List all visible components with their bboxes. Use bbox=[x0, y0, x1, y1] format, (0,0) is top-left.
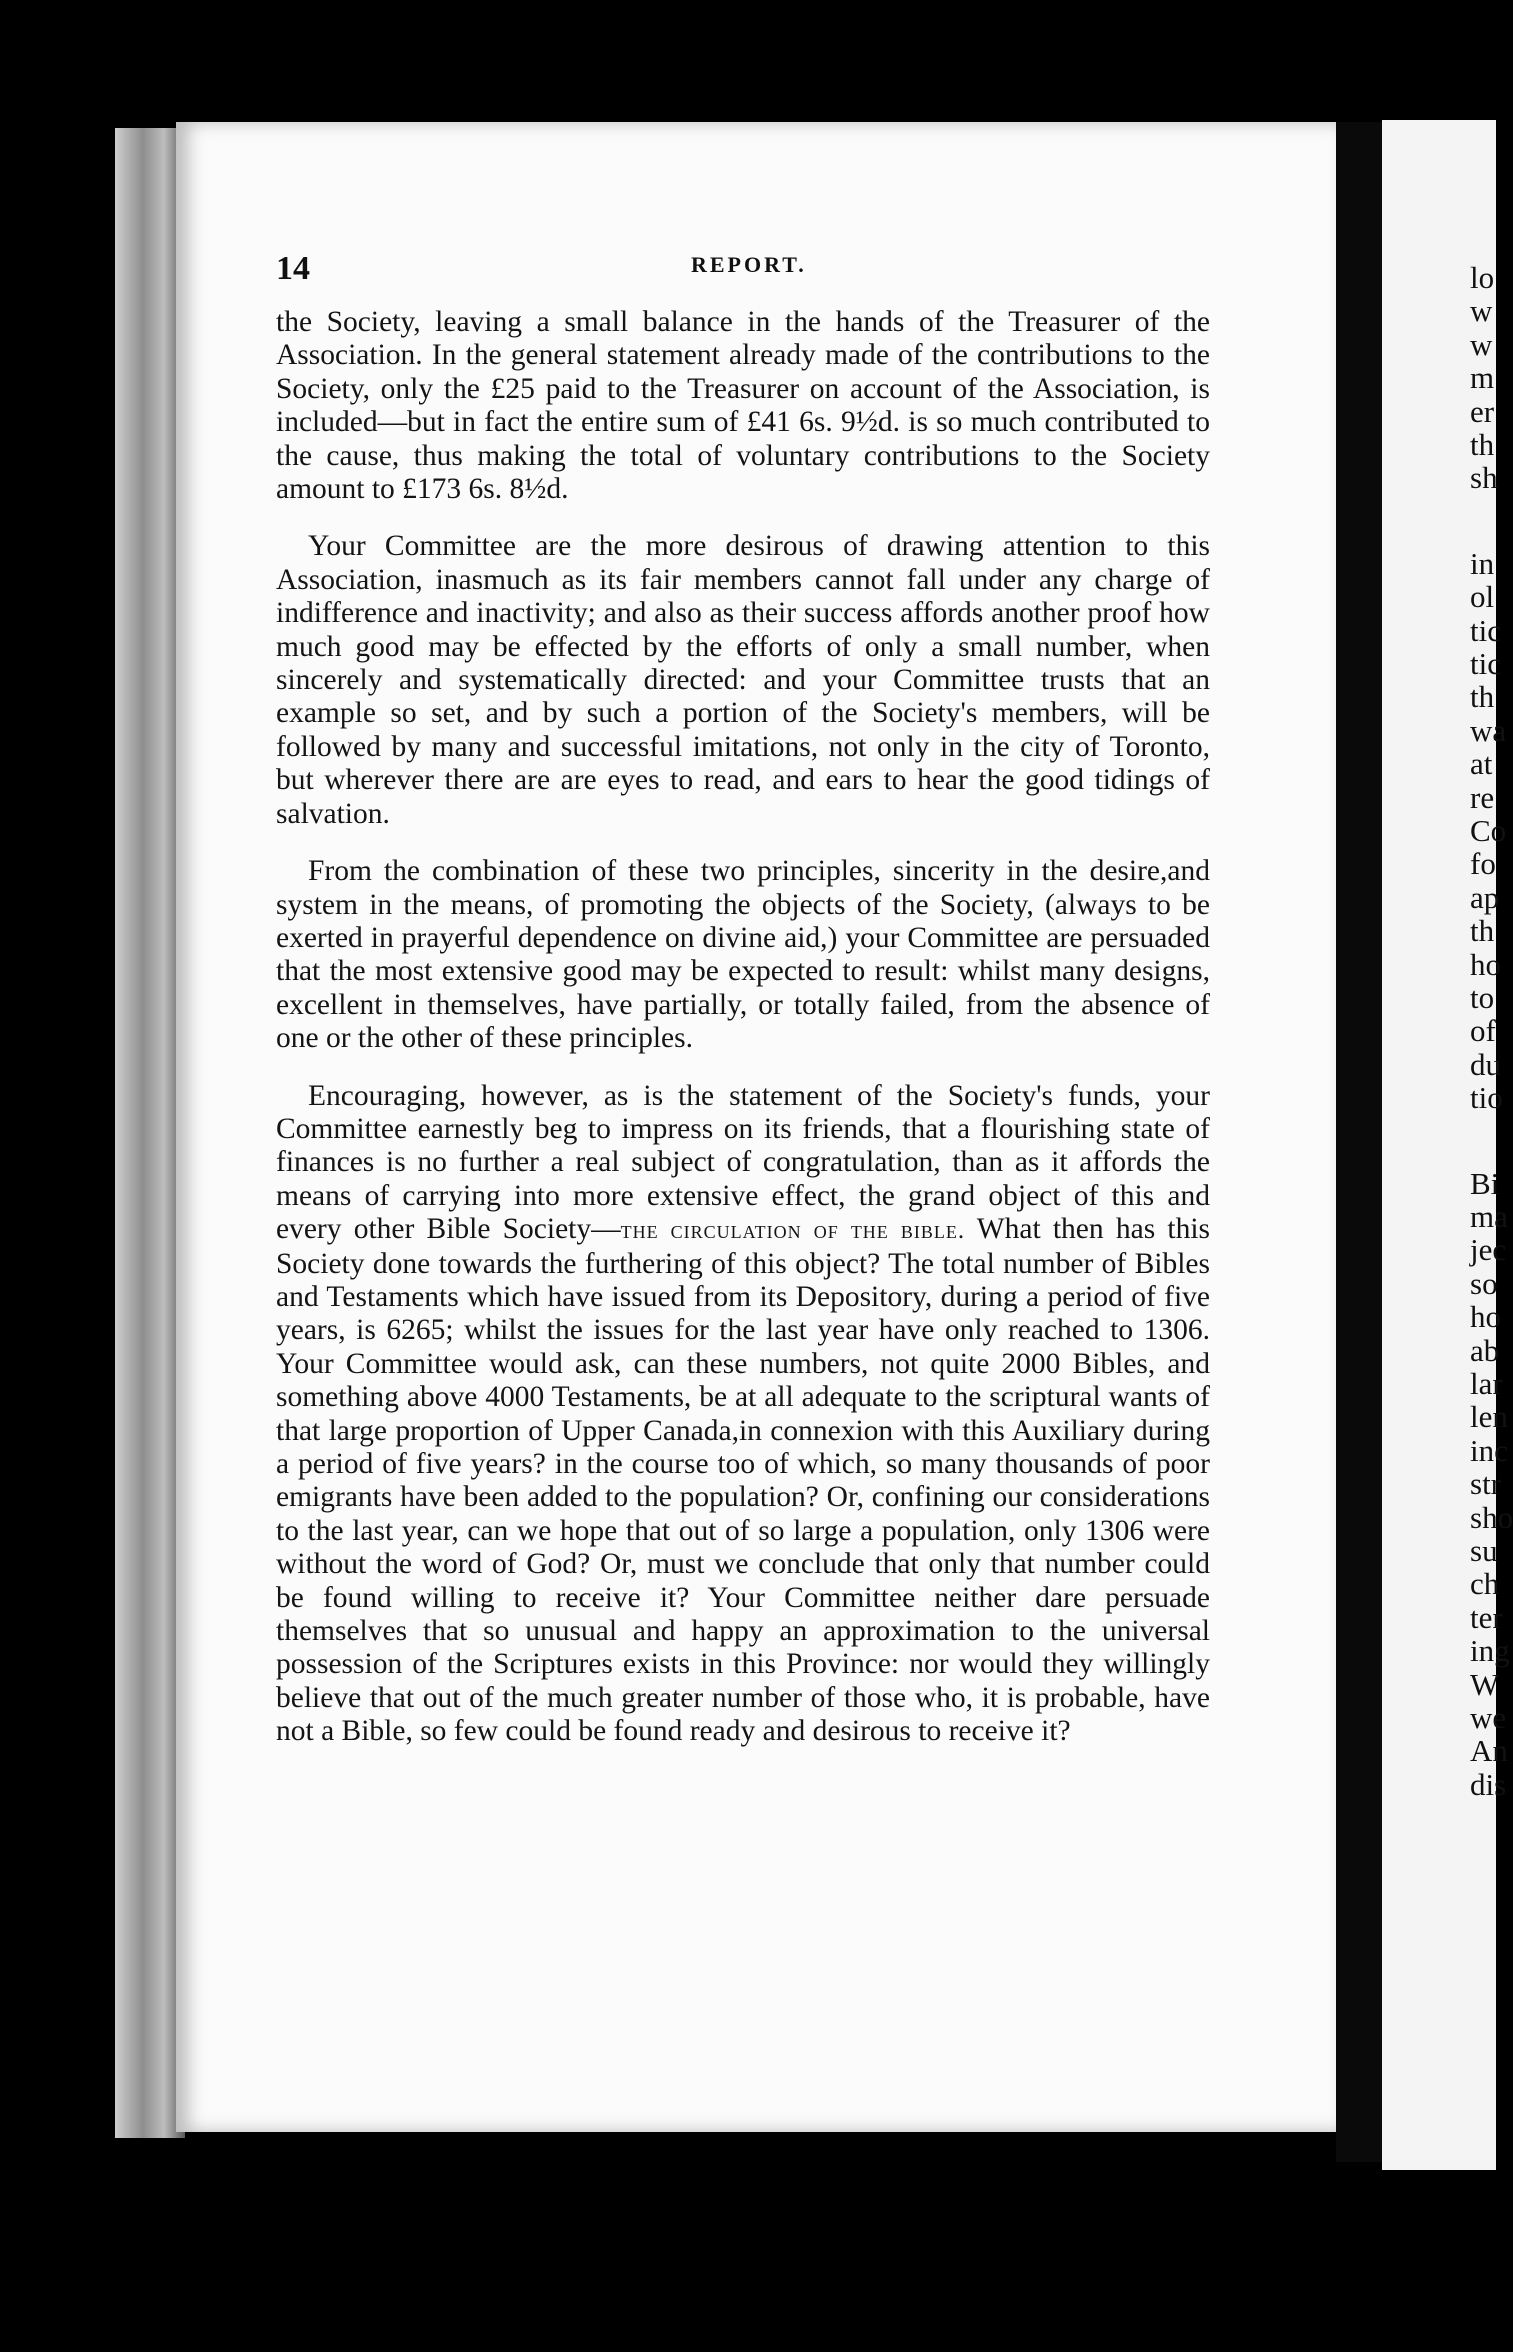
facing-page-fragment: sho bbox=[1470, 1499, 1513, 1535]
facing-page-fragment: ing bbox=[1470, 1633, 1510, 1669]
facing-page-fragment: tic bbox=[1470, 612, 1501, 648]
facing-page-fragment: du bbox=[1470, 1046, 1501, 1082]
facing-page-fragment: tio bbox=[1470, 1080, 1503, 1116]
facing-page-fragment: ho bbox=[1470, 946, 1501, 982]
paragraph-2: Your Committee are the more desirous of drawing attention to this Association, inasmuch as its fair members cannot fall under any charge of indifference and inactivity; and also as their success affords another proof how much good may be effected by the efforts of only a small number, when sincerely and systematically directed: and your Committee trusts that an example so set, and by such a portion of the Society's members, will be followed by many and successful imitations, not only in the city of Toronto, but wherever there are are eyes to read, and ears to hear the good tidings of salvation. bbox=[276, 530, 1210, 830]
facing-page-fragment: sh bbox=[1470, 460, 1498, 496]
page-header bbox=[276, 250, 1216, 290]
facing-page-fragment: th bbox=[1470, 913, 1495, 949]
paragraph-4-text-a: Encouraging, however, as is the statement of the Society's funds, your Committee earnestly beg to impress on its friends, that a flourishing state of finances is no further a real subject of congratulation, than as it affords the means of carrying into more extensive effect, the grand object of this and every other Bible Society— bbox=[276, 1079, 1210, 1246]
body-text bbox=[276, 306, 1210, 1773]
facing-page-fragment: tic bbox=[1470, 646, 1501, 681]
facing-page-fragment: w bbox=[1470, 326, 1493, 362]
facing-page-fragment: th bbox=[1470, 427, 1495, 462]
paragraph-4-small-caps: the circulation of the bible. bbox=[620, 1217, 966, 1245]
facing-page-fragment: fo bbox=[1470, 846, 1496, 882]
facing-page bbox=[1382, 120, 1513, 2170]
running-head: REPORT. bbox=[691, 252, 807, 277]
facing-page-fragment: Bi bbox=[1470, 1165, 1500, 1201]
paragraph-4-text-b: What then has this Society done towards the furthering of this object? The total number of Bibles and Testaments which have issued from its Depository, during a period of five years, is 6265; whilst the issues for the last year have only reached to 1306. Your Committee would ask, can these numbers, not quite 2000 Bibles, and something above 4000 Testaments, be at all adequate to the scriptural wants of that large proportion of Upper Canada,in connexion with this Auxiliary during a period of five years? in the course too of which, so many thousands of poor emigrants have been added to the population? Or, confining our considerations to the last year, can we hope that out of so large a population, only 1306 were without the word of God? Or, must we conclude that only that number could be found willing to receive it? Your Committee neither dare persuade themselves that so unusual and happy an approximation to the universal possession of the Scriptures exists in this Province: nor would they willingly believe that out of the much greater number of those who, it is probable, have not a Bible, so few could be found ready and desirous to receive it? bbox=[276, 1213, 1210, 1748]
facing-page-fragment: Co bbox=[1470, 813, 1507, 848]
facing-page-fragment: su bbox=[1470, 1533, 1498, 1568]
facing-page-fragment: inc bbox=[1470, 1432, 1508, 1468]
facing-page-fragment: lar bbox=[1470, 1366, 1503, 1401]
facing-page-fragment: at bbox=[1470, 746, 1493, 782]
facing-page-fragment: ch bbox=[1470, 1566, 1500, 1602]
facing-page-fragment: we bbox=[1470, 1700, 1507, 1735]
facing-page-fragment: w bbox=[1470, 293, 1493, 329]
facing-page-fragment: lo bbox=[1470, 260, 1495, 295]
facing-page-fragment: ma bbox=[1470, 1199, 1508, 1234]
facing-page-fragment: to bbox=[1470, 980, 1495, 1015]
paragraph-3: From the combination of these two principles, sincerity in the desire,and system in the means, of promoting the objects of the Society, (always to be exerted in prayerful dependence on divine aid,) your Committee are persuaded that the most extensive good may be expected to result: whilst many designs, excellent in themselves, have partially, or totally failed, from the absence of one or the other of these principles. bbox=[276, 855, 1210, 1055]
facing-page-fragment: so bbox=[1470, 1265, 1498, 1301]
page-number: 14 bbox=[276, 250, 310, 287]
facing-page-fragment: re bbox=[1470, 779, 1495, 815]
facing-page-fragment: in bbox=[1470, 545, 1495, 581]
facing-page-fragment: th bbox=[1470, 679, 1495, 715]
facing-page-fragment: dis bbox=[1470, 1766, 1507, 1802]
facing-page-fragment: ab bbox=[1470, 1332, 1500, 1368]
facing-page-fragment: ol bbox=[1470, 579, 1495, 615]
facing-page-fragment: of bbox=[1470, 1013, 1496, 1049]
facing-page-fragment: ap bbox=[1470, 879, 1500, 915]
facing-page-fragment: W bbox=[1470, 1666, 1500, 1702]
facing-page-fragment: m bbox=[1470, 360, 1495, 396]
paragraph-1: the Society, leaving a small balance in the hands of the Treasurer of the Association. In the general statement already made of the contributions to the Society, only the £25 paid to the Treasurer on account of the Association, is included—but in fact the entire sum of £41 6s. 9½d. is so much contributed to the cause, thus making the total of voluntary contributions to the Society amount to £173 6s. 8½d. bbox=[276, 306, 1210, 506]
facing-page-fragment: ter bbox=[1470, 1599, 1503, 1635]
facing-page-fragment: er bbox=[1470, 393, 1495, 429]
facing-page-fragment: str bbox=[1470, 1466, 1501, 1502]
facing-page-fragment: wa bbox=[1470, 712, 1507, 748]
book-gutter bbox=[1336, 122, 1382, 2162]
facing-page-fragment: An bbox=[1470, 1733, 1508, 1769]
paragraph-4 bbox=[276, 1080, 1210, 1749]
book-edge bbox=[115, 128, 185, 2138]
facing-page-fragment: jec bbox=[1470, 1232, 1507, 1268]
facing-page-fragment: len bbox=[1470, 1399, 1508, 1435]
facing-page-fragment: ho bbox=[1470, 1299, 1501, 1335]
